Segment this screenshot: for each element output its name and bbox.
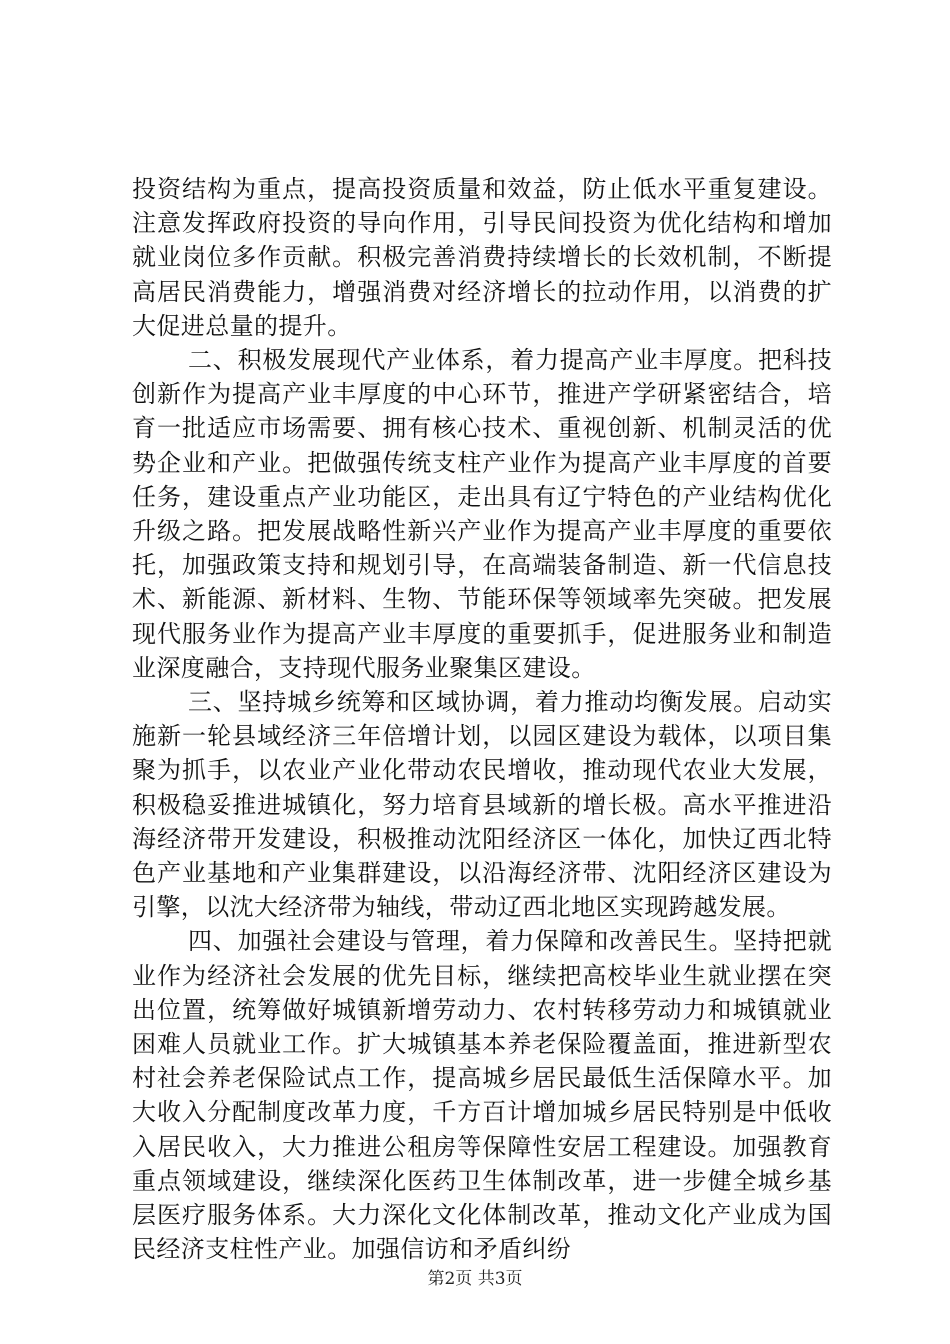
paragraph-investment: 投资结构为重点，提高投资质量和效益，防止低水平重复建设。注意发挥政府投资的导向作用，引导民间投资为优化结构和增加就业岗位多作贡献。积极完善消费持续增长的长效机制，不断提高居民消费能力，增强消费对经济增长的拉动作用，以消费的扩大促进总量的提升。: [132, 175, 832, 340]
paragraph-social-construction: 四、加强社会建设与管理，着力保障和改善民生。坚持把就业作为经济社会发展的优先目标，继续把高校毕业生就业摆在突出位置，统筹做好城镇新增劳动力、农村转移劳动力和城镇就业困难人员就业工作。扩大城镇基本养老保险覆盖面，推进新型农村社会养老保险试点工作，提高城乡居民最低生活保障水平。加大收入分配制度改革力度，千方百计增加城乡居民特别是中低收入居民收入，大力推进公租房等保障性安居工程建设。加强教育重点领域建设，继续深化医药卫生体制改革，进一步健全城乡基层医疗服务体系。大力深化文化体制改革，推动文化产业成为国民经济支柱性产业。加强信访和矛盾纠纷: [132, 927, 832, 1264]
document-body: [132, 172, 832, 1267]
page-number-footer: 第2页 共3页: [427, 1269, 523, 1289]
paragraph-industry-system: 二、积极发展现代产业体系，着力提高产业丰厚度。把科技创新作为提高产业丰厚度的中心环节，推进产学研紧密结合，培育一批适应市场需要、拥有核心技术、重视创新、机制灵活的优势企业和产业。把做强传统支柱产业作为提高产业丰厚度的首要任务，建设重点产业功能区，走出具有辽宁特色的产业结构优化升级之路。把发展战略性新兴产业作为提高产业丰厚度的重要依托，加强政策支持和规划引导，在高端装备制造、新一代信息技术、新能源、新材料、生物、节能环保等领域率先突破。把发展现代服务业作为提高产业丰厚度的重要抓手，促进服务业和制造业深度融合，支持现代服务业聚集区建设。: [132, 346, 832, 682]
paragraph-urban-rural: 三、坚持城乡统筹和区域协调，着力推动均衡发展。启动实施新一轮县域经济三年倍增计划，以园区建设为载体，以项目集聚为抓手，以农业产业化带动农民增收，推动现代农业大发展，积极稳妥推进城镇化，努力培育县域新的增长极。高水平推进沿海经济带开发建设，积极推动沈阳经济区一体化，加快辽西北特色产业基地和产业集群建设，以沿海经济带、沈阳经济区建设为引擎，以沈大经济带为轴线，带动辽西北地区实现跨越发展。: [132, 688, 832, 922]
